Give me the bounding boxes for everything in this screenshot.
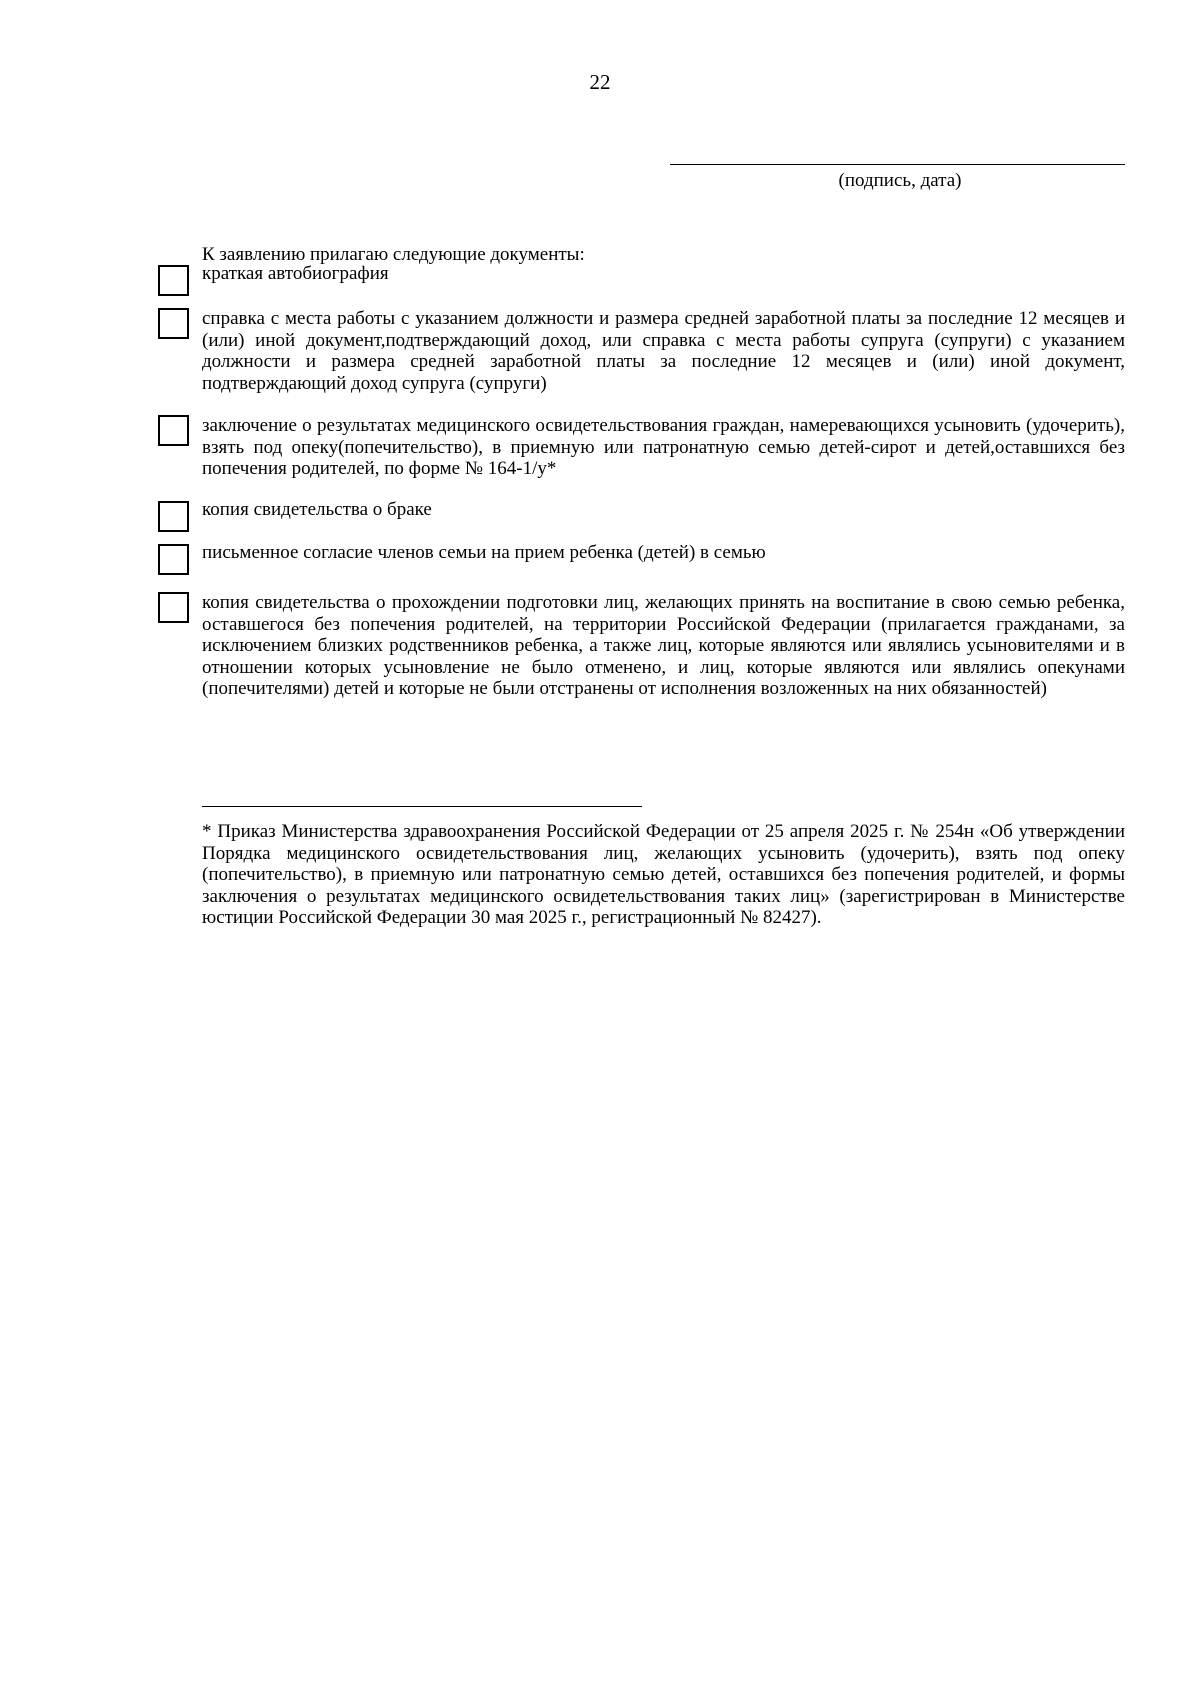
attachment-checkbox-autobiography[interactable] <box>158 265 189 296</box>
attachment-checkbox-marriage-certificate[interactable] <box>158 501 189 532</box>
attachment-label-income-certificate: справка с места работы с указанием должности и размера средней заработной платы за последние 12 месяцев и (или) иной документ,подтверждающий доход, или справка с места работы супруга (супруги) с указанием должности и размера средней заработной платы за последние 12 месяцев и (или) иной документ, подтверждающий доход супруга (супруги) <box>202 308 1125 394</box>
attachment-label-medical-conclusion: заключение о результатах медицинского освидетельствования граждан, намеревающихся усыновить (удочерить), взять под опеку(попечительство), в приемную или патронатную семью детей-сирот и детей,оставшихся без попечения родителей, по форме № 164-1/у* <box>202 415 1125 479</box>
attachment-checkbox-medical-conclusion[interactable] <box>158 415 189 446</box>
attachment-label-marriage-certificate: копия свидетельства о браке <box>202 499 432 520</box>
attachment-checkbox-income-certificate[interactable] <box>158 308 189 339</box>
attachments-intro: К заявлению прилагаю следующие документы: <box>202 244 585 265</box>
page-number: 22 <box>589 70 611 94</box>
attachment-checkbox-family-consent[interactable] <box>158 544 189 575</box>
signature-line[interactable] <box>670 164 1125 165</box>
footnote-separator <box>202 806 642 807</box>
attachment-label-family-consent: письменное согласие членов семьи на прием ребенка (детей) в семью <box>202 542 766 563</box>
attachment-label-autobiography: краткая автобиография <box>202 263 389 284</box>
attachment-checkbox-training-certificate[interactable] <box>158 592 189 623</box>
attachment-label-training-certificate: копия свидетельства о прохождении подготовки лиц, желающих принять на воспитание в свою семью ребенка, оставшегося без попечения родителей, на территории Российской Федерации (прилагается гражданами, за исключением близких родственников ребенка, а также лиц, которые являются или являлись усыновителями и в отношении которых усыновление не было отменено, и лиц, которые являются или являлись опекунами (попечителями) детей и которые не были отстранены от исполнения возложенных на них обязанностей) <box>202 592 1125 699</box>
footnote-text: * Приказ Министерства здравоохранения Российской Федерации от 25 апреля 2025 г. № 254н «Об утверждении Порядка медицинского освидетельствования лиц, желающих усыновить (удочерить), взять под опеку (попечительство), в приемную или патронатную семью детей, оставшихся без попечения родителей, и формы заключения о результатах медицинского освидетельствования таких лиц» (зарегистрирован в Министерстве юстиции Российской Федерации 30 мая 2025 г., регистрационный № 82427). <box>202 821 1125 928</box>
signature-caption: (подпись, дата) <box>838 170 962 191</box>
